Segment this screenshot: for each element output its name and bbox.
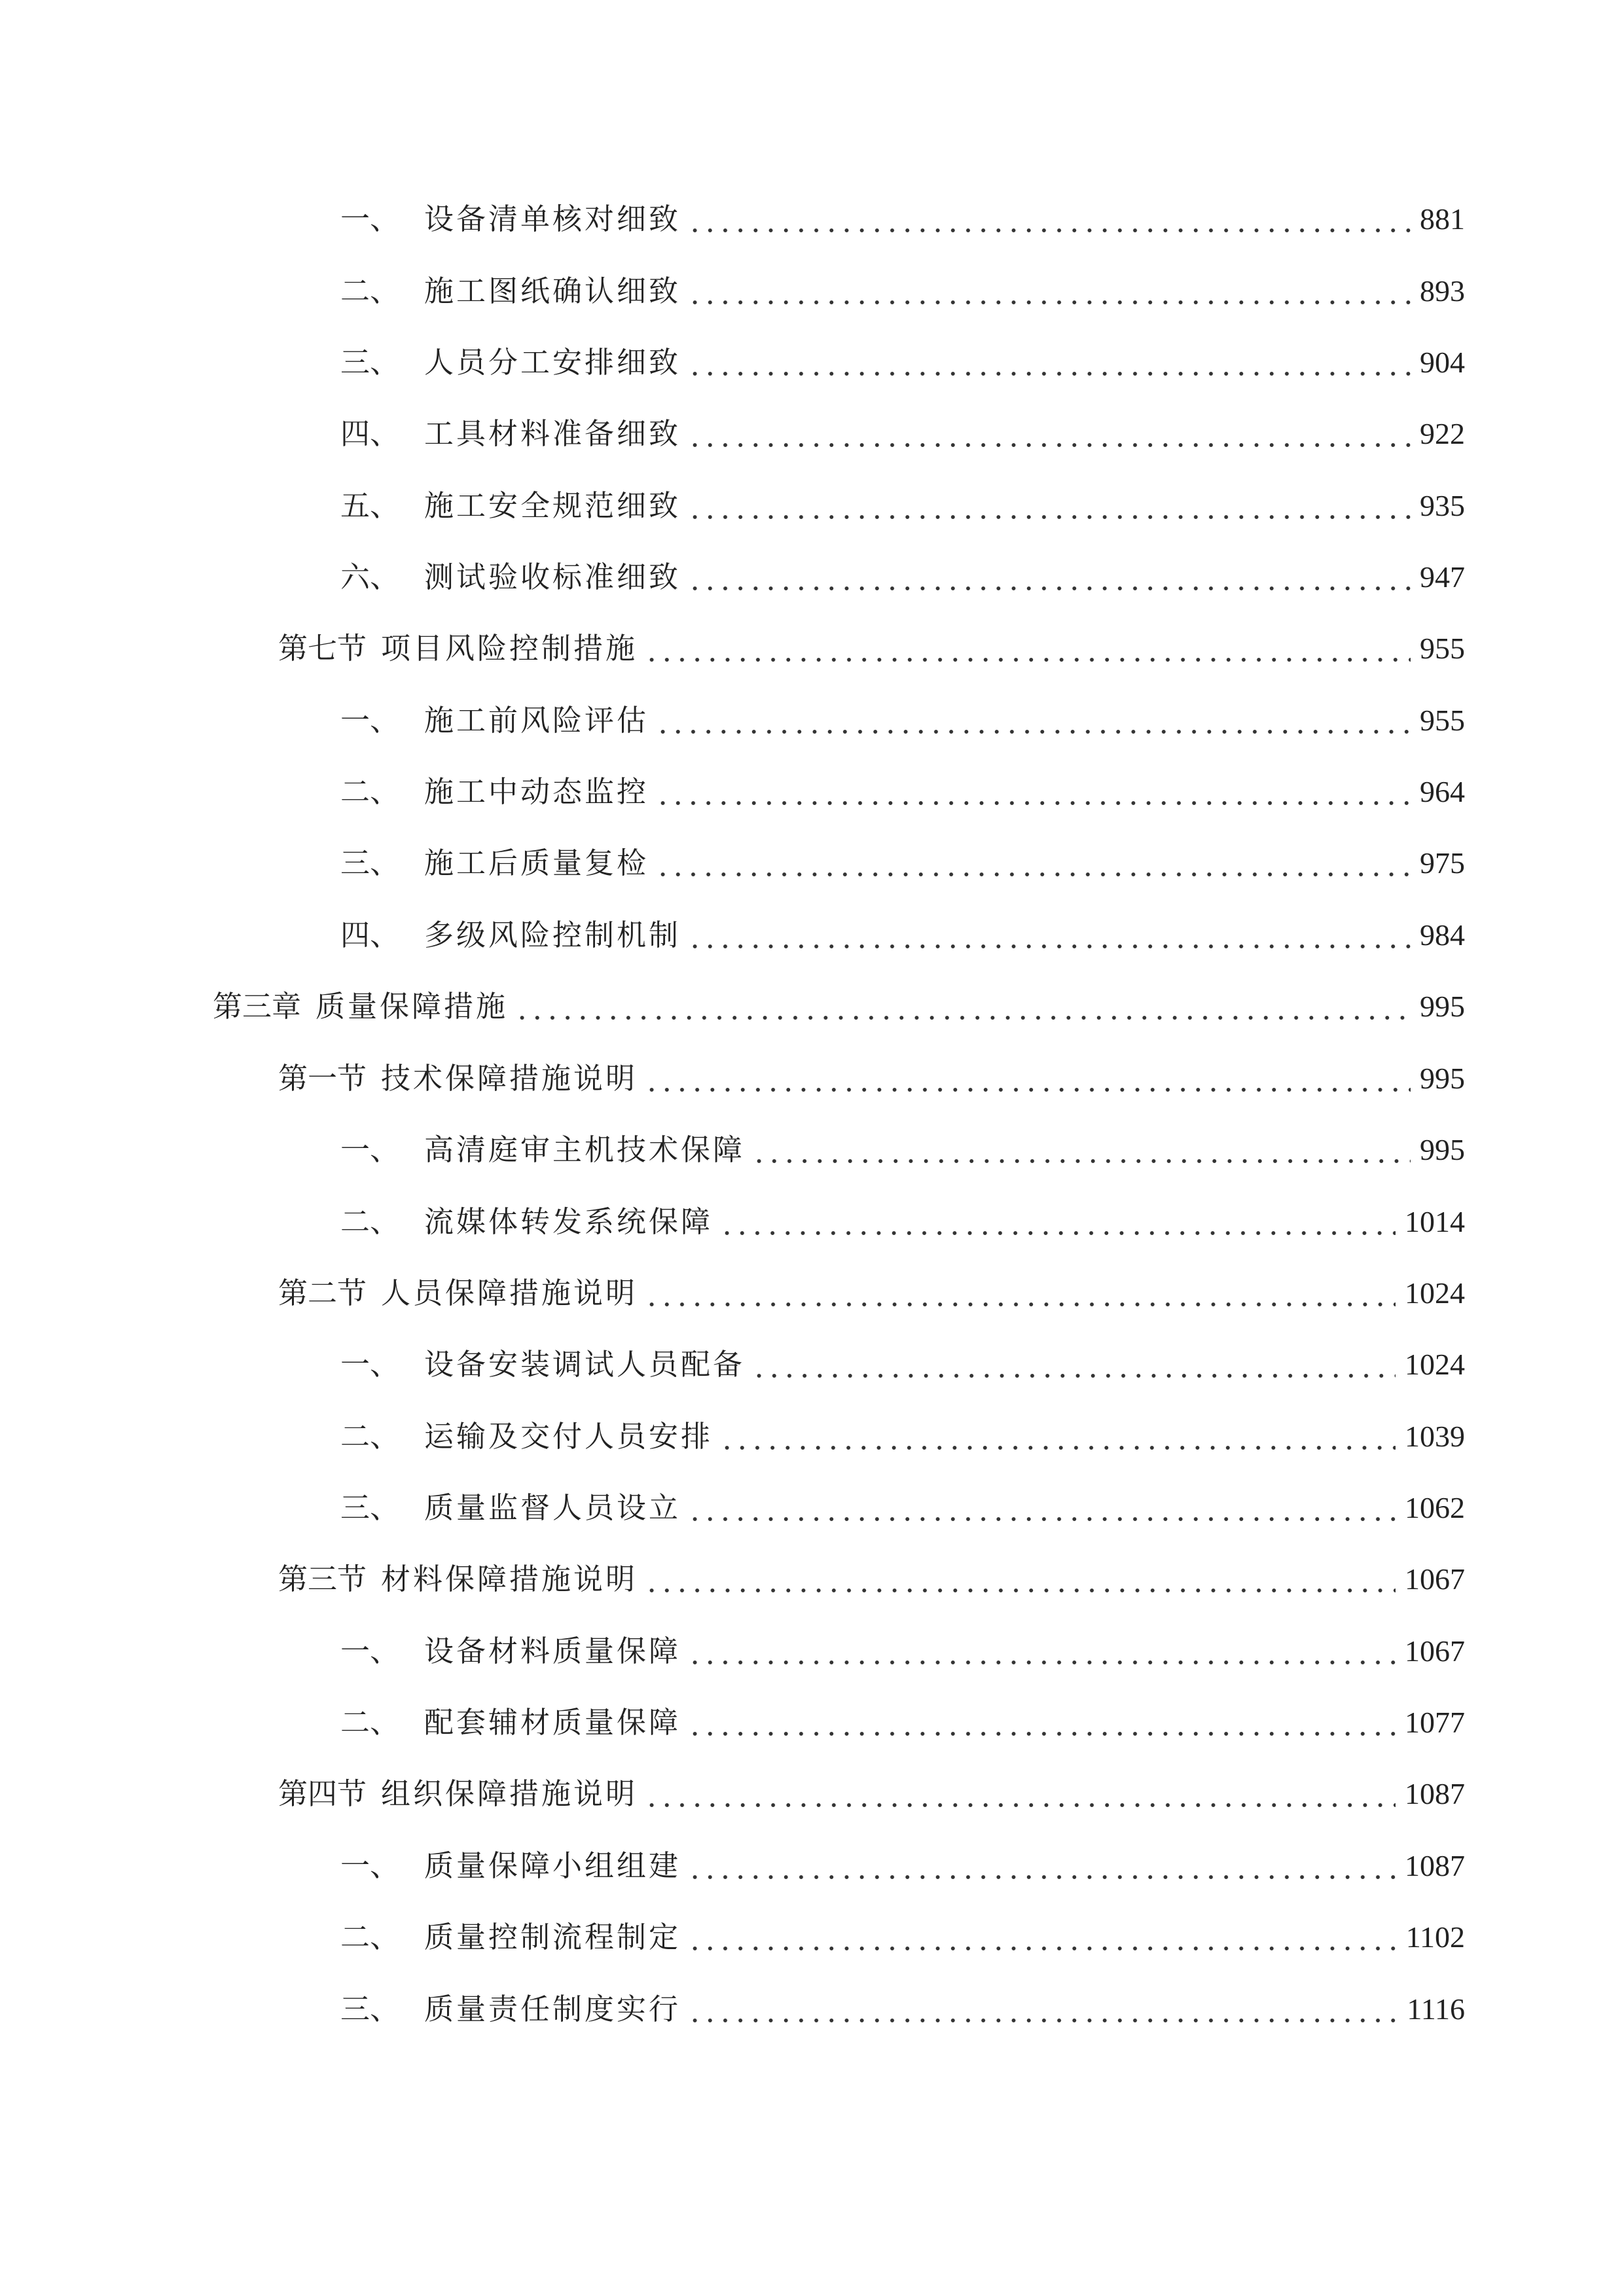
toc-dot-leader xyxy=(687,1700,1396,1746)
toc-dot-leader xyxy=(655,698,1411,744)
toc-dot-leader xyxy=(687,340,1411,386)
toc-entry-title: 施工图纸确认细致 xyxy=(424,274,681,308)
toc-entry-title: 质量保障措施 xyxy=(316,989,509,1024)
toc-entry-page: 1062 xyxy=(1405,1491,1465,1524)
toc-dot-leader xyxy=(687,1628,1396,1674)
toc-entry-title: 高清庭审主机技术保障 xyxy=(424,1132,746,1167)
toc-entry-title: 流媒体转发系统保障 xyxy=(424,1204,713,1239)
toc-dot-leader xyxy=(751,1127,1411,1173)
toc-entry-page: 955 xyxy=(1420,632,1465,665)
toc-entry-page: 995 xyxy=(1420,1133,1465,1166)
toc-entry-number: 二、 xyxy=(340,1705,400,1740)
toc-entry-number: 一、 xyxy=(340,202,400,236)
toc-entry-page: 922 xyxy=(1420,417,1465,450)
toc-entry-title: 人员保障措施说明 xyxy=(381,1276,638,1310)
toc-dot-leader xyxy=(751,1342,1396,1388)
toc-entry-number: 二、 xyxy=(340,774,400,809)
toc-entry-title: 工具材料准备细致 xyxy=(424,416,681,451)
toc-dot-leader xyxy=(644,1270,1396,1316)
toc-entry[interactable] xyxy=(278,1556,1465,1602)
toc-entry-number: 一、 xyxy=(340,1347,400,1382)
toc-dot-leader xyxy=(687,196,1411,242)
toc-entry-title: 配套辅材质量保障 xyxy=(424,1705,681,1740)
toc-entry-page: 975 xyxy=(1420,846,1465,880)
toc-dot-leader xyxy=(655,769,1411,815)
toc-entry[interactable] xyxy=(340,340,1465,386)
toc-entry-page: 1014 xyxy=(1405,1205,1465,1238)
toc-entry-number: 第七节 xyxy=(278,631,367,666)
toc-entry-title: 质量责任制度实行 xyxy=(424,1992,681,2026)
toc-entry-title: 设备安装调试人员配备 xyxy=(424,1347,746,1382)
toc-entry-page: 1024 xyxy=(1405,1348,1465,1381)
toc-entry-number: 一、 xyxy=(340,1634,400,1668)
toc-entry[interactable] xyxy=(340,912,1465,958)
toc-entry-number: 第一节 xyxy=(278,1061,367,1096)
toc-entry-page: 881 xyxy=(1420,202,1465,236)
toc-entry[interactable] xyxy=(340,769,1465,815)
toc-entry-page: 995 xyxy=(1420,1062,1465,1095)
toc-entry[interactable] xyxy=(278,1771,1465,1817)
toc-entry-page: 984 xyxy=(1420,918,1465,952)
toc-entry[interactable] xyxy=(340,1414,1465,1460)
toc-entry-page: 1077 xyxy=(1405,1706,1465,1739)
toc-entry-page: 904 xyxy=(1420,346,1465,379)
toc-entry[interactable] xyxy=(278,1270,1465,1316)
toc-dot-leader xyxy=(719,1414,1396,1460)
toc-entry-title: 施工安全规范细致 xyxy=(424,488,681,523)
toc-entry-page: 955 xyxy=(1420,704,1465,737)
toc-entry[interactable] xyxy=(340,1700,1465,1746)
toc-entry-title: 施工前风险评估 xyxy=(424,703,649,738)
toc-entry[interactable] xyxy=(340,483,1465,529)
toc-entry[interactable] xyxy=(340,1843,1465,1889)
toc-entry[interactable] xyxy=(340,1199,1465,1245)
toc-entry[interactable] xyxy=(340,411,1465,457)
toc-entry[interactable] xyxy=(340,554,1465,600)
toc-entry-number: 三、 xyxy=(340,846,400,880)
toc-entry-page: 1067 xyxy=(1405,1562,1465,1596)
toc-entry-number: 四、 xyxy=(340,416,400,451)
toc-entry-page: 1116 xyxy=(1407,1992,1465,2026)
toc-dot-leader xyxy=(644,626,1411,672)
toc-entry-number: 四、 xyxy=(340,918,400,952)
toc-entry-page: 947 xyxy=(1420,560,1465,594)
toc-entry[interactable] xyxy=(278,626,1465,672)
toc-entry-number: 第三节 xyxy=(278,1562,367,1596)
toc-dot-leader xyxy=(687,912,1411,958)
toc-entry[interactable] xyxy=(340,196,1465,242)
toc-entry-page: 1087 xyxy=(1405,1777,1465,1810)
toc-entry[interactable] xyxy=(213,984,1465,1030)
toc-entry-page: 893 xyxy=(1420,274,1465,308)
toc-dot-leader xyxy=(687,1485,1396,1531)
toc-entry-title: 材料保障措施说明 xyxy=(381,1562,638,1596)
toc-dot-leader xyxy=(719,1199,1396,1245)
toc-entry-number: 一、 xyxy=(340,1848,400,1883)
toc-entry-number: 一、 xyxy=(340,1132,400,1167)
toc-entry[interactable] xyxy=(340,1127,1465,1173)
toc-entry-page: 1024 xyxy=(1405,1276,1465,1310)
toc-entry-title: 技术保障措施说明 xyxy=(381,1061,638,1096)
toc-entry-number: 二、 xyxy=(340,1204,400,1239)
toc-entry-title: 设备材料质量保障 xyxy=(424,1634,681,1668)
toc-entry-page: 935 xyxy=(1420,489,1465,522)
toc-entry-number: 第三章 xyxy=(213,989,302,1024)
toc-entry-title: 施工中动态监控 xyxy=(424,774,649,809)
toc-entry-page: 1087 xyxy=(1405,1849,1465,1882)
toc-dot-leader xyxy=(644,1771,1396,1817)
toc-dot-leader xyxy=(687,554,1411,600)
toc-dot-leader xyxy=(687,411,1411,457)
toc-entry-title: 质量保障小组组建 xyxy=(424,1848,681,1883)
toc-entry-title: 质量监督人员设立 xyxy=(424,1490,681,1525)
toc-entry-page: 964 xyxy=(1420,775,1465,808)
toc-entry-title: 人员分工安排细致 xyxy=(424,345,681,380)
toc-dot-leader xyxy=(687,1986,1398,2032)
toc-entry-number: 三、 xyxy=(340,345,400,380)
toc-dot-leader xyxy=(687,483,1411,529)
toc-entry-page: 1102 xyxy=(1405,1920,1465,1954)
toc-entry-number: 二、 xyxy=(340,1419,400,1454)
toc-entry-number: 三、 xyxy=(340,1490,400,1525)
toc-entry-number: 三、 xyxy=(340,1992,400,2026)
toc-entry-page: 995 xyxy=(1420,990,1465,1023)
toc-entry-title: 施工后质量复检 xyxy=(424,846,649,880)
toc-entry[interactable] xyxy=(340,1914,1465,1960)
toc-dot-leader xyxy=(655,840,1411,886)
toc-entry-title: 项目风险控制措施 xyxy=(381,631,638,666)
toc-entry-number: 二、 xyxy=(340,1920,400,1954)
toc-entry-page: 1067 xyxy=(1405,1634,1465,1668)
toc-entry[interactable] xyxy=(340,698,1465,744)
toc-entry-page: 1039 xyxy=(1405,1420,1465,1453)
toc-entry-title: 组织保障措施说明 xyxy=(381,1776,638,1811)
toc-entry-number: 二、 xyxy=(340,274,400,308)
toc-dot-leader xyxy=(514,984,1411,1030)
toc-entry-number: 第四节 xyxy=(278,1776,367,1811)
toc-entry-title: 运输及交付人员安排 xyxy=(424,1419,713,1454)
toc-entry-number: 一、 xyxy=(340,703,400,738)
toc-dot-leader xyxy=(687,268,1411,314)
toc-entry[interactable] xyxy=(340,1986,1465,2032)
toc-entry-number: 六、 xyxy=(340,560,400,594)
toc-entry-number: 第二节 xyxy=(278,1276,367,1310)
toc-entry[interactable] xyxy=(340,268,1465,314)
toc-entry-number: 五、 xyxy=(340,488,400,523)
toc-entry-title: 设备清单核对细致 xyxy=(424,202,681,236)
toc-dot-leader xyxy=(687,1914,1397,1960)
toc-entry[interactable] xyxy=(340,1485,1465,1531)
toc-entry[interactable] xyxy=(340,840,1465,886)
toc-dot-leader xyxy=(687,1843,1396,1889)
toc-dot-leader xyxy=(644,1056,1411,1102)
toc-entry-title: 质量控制流程制定 xyxy=(424,1920,681,1954)
toc-entry[interactable] xyxy=(278,1056,1465,1102)
toc-entry-title: 测试验收标准细致 xyxy=(424,560,681,594)
toc-entry[interactable] xyxy=(340,1628,1465,1674)
toc-dot-leader xyxy=(644,1556,1396,1602)
toc-entry-title: 多级风险控制机制 xyxy=(424,918,681,952)
toc-entry[interactable] xyxy=(340,1342,1465,1388)
